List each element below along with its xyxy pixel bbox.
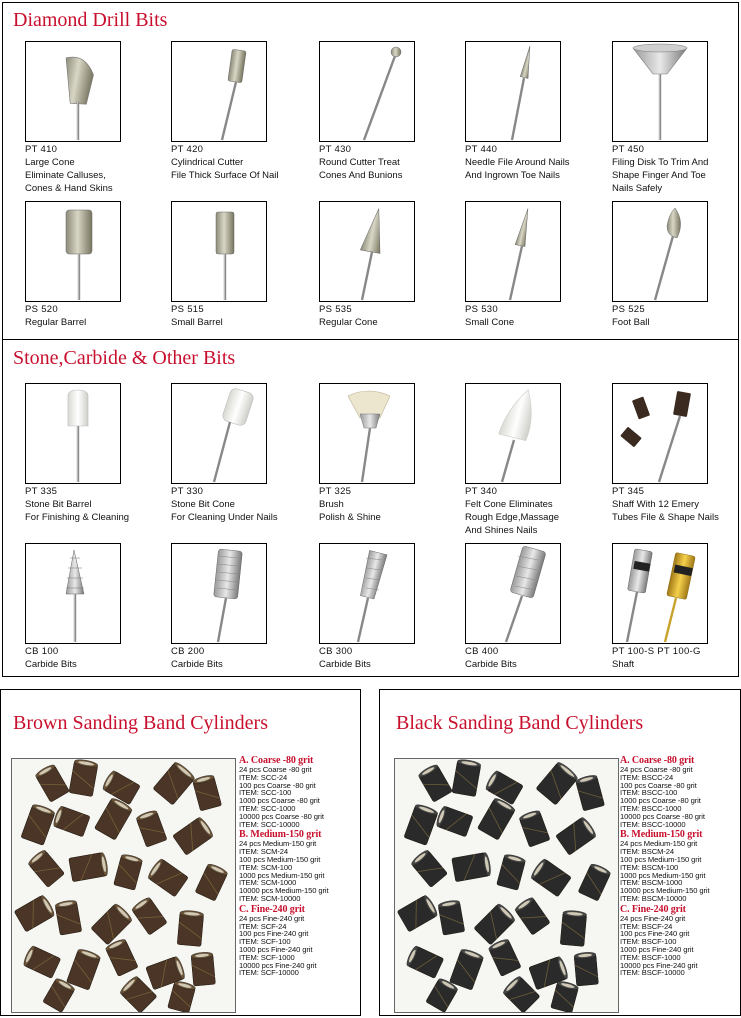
small-barrel-bit-image [171,201,267,302]
product-code: PT 420 [171,144,204,155]
filing-disk-bit-image [612,41,708,142]
sanding-band-cylinder [192,774,222,811]
sanding-band-cylinder [551,980,580,1012]
sanding-band-cylinder [173,816,215,855]
grit-heading: A. Coarse -80 grit [239,755,314,766]
product-code: CB 100 [25,646,59,657]
sanding-band-cylinder [474,902,517,945]
foot-ball-bit-image [612,201,708,302]
sanding-band-cylinder [131,896,168,935]
spec-line: 10000 pcs Medium-150 grit [239,886,329,896]
product-card [612,383,741,524]
sanding-band-cylinder [195,862,229,901]
product-card [25,41,165,195]
grit-heading: B. Medium-150 grit [620,829,703,841]
spec-line: ITEM: SCF-24 [239,921,287,931]
spec-line: 10000 pcs Coarse -80 grit [620,811,705,821]
product-description: Eliminate Calluses, [25,170,106,181]
product-card [465,201,605,329]
carbide-cylinder-bit-image [465,543,561,644]
spec-line: 10000 pcs Fine-240 grit [239,960,317,970]
product-code: PT 430 [319,144,352,155]
product-description: And Ingrown Toe Nails [465,170,560,181]
product-description: Carbide Bits [25,659,77,670]
sanding-band-cylinder [560,910,587,947]
spec-line: 1000 pcs Fine-240 grit [239,944,313,954]
product-description: Small Cone [465,317,515,328]
grit-heading: B. Medium-150 grit [239,829,322,841]
black-band-panel [379,689,741,1016]
sanding-band-cylinder [21,803,56,846]
product-description: Polish & Shine [319,512,381,523]
spec-line: ITEM: SCC-100 [239,788,292,798]
black-band-title: Black Sanding Band Cylinders [396,712,644,734]
large-cone-bit-image [25,41,121,142]
spec-line: 100 pcs Coarse -80 grit [620,780,697,790]
product-code: PT 345 [612,486,645,497]
product-description: Felt Cone Eliminates [465,499,553,510]
black-bands-photo [394,758,619,1013]
spec-line: 24 pcs Medium-150 grit [239,839,317,849]
spec-line: 100 pcs Medium-150 grit [620,854,702,864]
sanding-band-cylinder [556,816,598,855]
brown-band-title: Brown Sanding Band Cylinders [13,712,268,734]
product-card [465,41,605,182]
round-cutter-bit-image [319,41,415,142]
product-description: Brush [319,499,344,510]
section-divider [3,339,738,340]
spec-line: ITEM: SCM-100 [239,862,293,872]
product-card [465,543,605,671]
product-card [612,201,741,329]
spec-line: ITEM: BSCM-24 [620,847,674,857]
spec-line: 1000 pcs Medium-150 grit [620,870,706,880]
diamond-section-title: Diamond Drill Bits [13,9,168,31]
needle-file-bit-image [465,41,561,142]
product-description: Nails Safely [612,183,663,194]
spec-line: ITEM: BSCC-24 [620,772,674,782]
spec-line: 1000 pcs Coarse -80 grit [620,796,701,806]
drill-bits-panel [2,2,739,677]
sanding-band-cylinder [488,938,522,977]
spec-line: 10000 pcs Medium-150 grit [620,886,710,896]
product-card [319,543,459,671]
cylindrical-cutter-bit-image [171,41,267,142]
spec-line: ITEM: SCC-10000 [239,819,300,829]
sanding-band-cylinder [66,948,101,991]
sanding-band-cylinder [34,763,69,802]
product-card [25,383,165,524]
product-description: And Shines Nails [465,525,538,536]
grit-heading: C. Fine-240 grit [239,903,305,915]
stone-cone-bit-image [171,383,267,484]
product-description: File Thick Surface Of Nail [171,170,279,181]
spec-line: ITEM: BSCM-100 [620,862,679,872]
product-card [25,201,165,329]
product-card [319,383,459,524]
product-description: Stone Bit Cone [171,499,235,510]
spec-line: ITEM: BSCF-1000 [620,952,681,962]
spec-line: ITEM: BSCC-10000 [620,819,686,829]
sanding-band-cylinder [69,852,109,882]
spec-line: 10000 pcs Coarse -80 grit [239,811,324,821]
product-card [171,383,311,524]
product-description: Shape Finger And Toe [612,170,706,181]
spec-line: 100 pcs Medium-150 grit [239,854,321,864]
product-code: CB 200 [171,646,205,657]
product-code: PT 325 [319,486,352,497]
product-description: Small Barrel [171,317,223,328]
product-code: PS 525 [612,304,645,315]
sanding-band-cylinder [452,759,481,797]
grit-heading: A. Coarse -80 grit [620,755,695,766]
spec-line: 1000 pcs Coarse -80 grit [239,796,320,806]
sanding-band-cylinder [518,809,550,847]
spec-line: ITEM: SCM-10000 [239,893,301,903]
sanding-band-cylinder [69,759,98,797]
sanding-band-cylinder [435,805,473,837]
product-code: PS 515 [171,304,204,315]
sanding-band-cylinder [497,853,527,890]
spec-line: 24 pcs Medium-150 grit [620,839,698,849]
regular-barrel-bit-image [25,201,121,302]
brown-bands-photo [11,758,236,1013]
grit-heading: C. Fine-240 grit [620,903,686,915]
stone-section-title: Stone,Carbide & Other Bits [13,347,236,369]
product-code: PT 335 [25,486,58,497]
sanding-band-cylinder [536,760,579,805]
product-code: CB 300 [319,646,353,657]
spec-line: 24 pcs Fine-240 grit [620,913,686,923]
stone-barrel-bit-image [25,383,121,484]
product-code: PT 100-S PT 100-G [612,646,701,657]
product-description: Carbide Bits [319,659,371,670]
product-description: Round Cutter Treat [319,157,400,168]
product-description: Cylindrical Cutter [171,157,244,168]
product-description: Cones & Hand Skins [25,183,113,194]
mandrel-shafts-image [612,543,708,644]
sanding-band-cylinder [177,910,204,947]
product-code: PS 530 [465,304,498,315]
brush-bit-image [319,383,415,484]
spec-line: 24 pcs Fine-240 grit [239,913,305,923]
product-description: Stone Bit Barrel [25,499,92,510]
sanding-band-cylinder [405,945,444,979]
product-description: Rough Edge,Massage [465,512,560,523]
sanding-band-cylinder [438,899,465,935]
product-description: Regular Cone [319,317,378,328]
spec-line: ITEM: SCM-24 [239,847,289,857]
spec-line: ITEM: BSCF-100 [620,937,677,947]
spec-line: ITEM: BSCM-10000 [620,893,687,903]
sanding-band-cylinder [22,945,61,979]
product-description: Shaff With 12 Emery [612,499,699,510]
spec-line: 1000 pcs Medium-150 grit [239,870,325,880]
spec-line: 24 pcs Coarse -80 grit [620,765,693,774]
product-code: PS 535 [319,304,352,315]
product-code: PS 520 [25,304,58,315]
spec-line: ITEM: BSCM-1000 [620,878,683,888]
spec-line: 24 pcs Coarse -80 grit [239,765,312,774]
sanding-band-cylinder [449,948,484,991]
product-code: PT 340 [465,486,498,497]
product-description: Foot Ball [612,317,650,328]
sanding-band-cylinder [529,858,571,897]
sanding-band-cylinder [52,805,90,837]
product-description: Cones And Bunions [319,170,403,181]
sanding-band-cylinder [574,952,599,986]
sanding-band-cylinder [417,763,452,802]
product-description: Shaft [612,659,635,670]
sanding-band-cylinder [397,894,439,932]
sanding-band-cylinder [101,770,140,805]
spec-line: ITEM: BSCF-10000 [620,968,685,978]
sanding-band-cylinder [410,848,448,887]
spec-line: 1000 pcs Fine-240 grit [620,944,694,954]
spec-line: ITEM: BSCC-100 [620,788,678,798]
product-card [319,201,459,329]
sanding-band-cylinder [153,760,196,805]
spec-line: ITEM: BSCC-1000 [620,803,682,813]
product-description: For Cleaning Under Nails [171,512,278,523]
product-code: PT 330 [171,486,204,497]
spec-line: ITEM: SCF-1000 [239,952,295,962]
product-card [465,383,605,537]
product-card [171,201,311,329]
spec-line: 100 pcs Coarse -80 grit [239,780,316,790]
product-card [612,543,741,671]
sanding-band-cylinder [91,902,134,945]
sanding-band-cylinder [575,774,605,811]
spec-line: ITEM: SCC-1000 [239,803,296,813]
sanding-band-cylinder [114,853,144,890]
sanding-band-cylinder [514,896,551,935]
sanding-band-cylinder [191,952,216,986]
product-description: Carbide Bits [465,659,517,670]
product-description: Filing Disk To Trim And [612,157,709,168]
emery-shaft-bit-image [612,383,708,484]
sanding-band-cylinder [27,848,65,887]
spec-line: ITEM: SCM-1000 [239,878,297,888]
black-band-specs [620,754,710,977]
product-description: Needle File Around Nails [465,157,570,168]
product-description: Large Cone [25,157,75,168]
product-code: PT 410 [25,144,58,155]
product-card [25,543,165,671]
spec-line: ITEM: SCC-24 [239,772,288,782]
product-description: For Finishing & Cleaning [25,512,130,523]
small-cone-bit-image [465,201,561,302]
sanding-band-cylinder [404,803,439,846]
sanding-band-cylinder [135,809,167,847]
product-code: PT 450 [612,144,645,155]
product-description: Regular Barrel [25,317,87,328]
product-description: Tubes File & Shape Nails [612,512,719,523]
sanding-band-cylinder [168,980,197,1012]
regular-cone-bit-image [319,201,415,302]
brown-band-panel [0,689,361,1016]
spec-line: ITEM: SCF-100 [239,937,291,947]
sanding-band-cylinder [452,852,492,882]
product-card [171,41,311,182]
sanding-band-cylinder [146,858,188,897]
spec-line: ITEM: SCF-10000 [239,968,299,978]
spec-line: ITEM: BSCF-24 [620,921,673,931]
spec-line: 10000 pcs Fine-240 grit [620,960,698,970]
sanding-band-cylinder [55,899,82,935]
spec-line: 100 pcs Fine-240 grit [620,929,690,939]
sanding-band-cylinder [484,770,523,805]
carbide-cone-bit-image [25,543,121,644]
carbide-taper-bit-image [319,543,415,644]
brown-band-specs [239,754,329,977]
product-card [171,543,311,671]
sanding-band-cylinder [578,862,612,901]
felt-cone-bit-image [465,383,561,484]
product-card [612,41,741,195]
product-description: Carbide Bits [171,659,223,670]
spec-line: 100 pcs Fine-240 grit [239,929,309,939]
product-card [319,41,459,182]
carbide-barrel-bit-image [171,543,267,644]
sanding-band-cylinder [105,938,139,977]
product-code: PT 440 [465,144,498,155]
sanding-band-cylinder [14,894,56,932]
product-code: CB 400 [465,646,499,657]
